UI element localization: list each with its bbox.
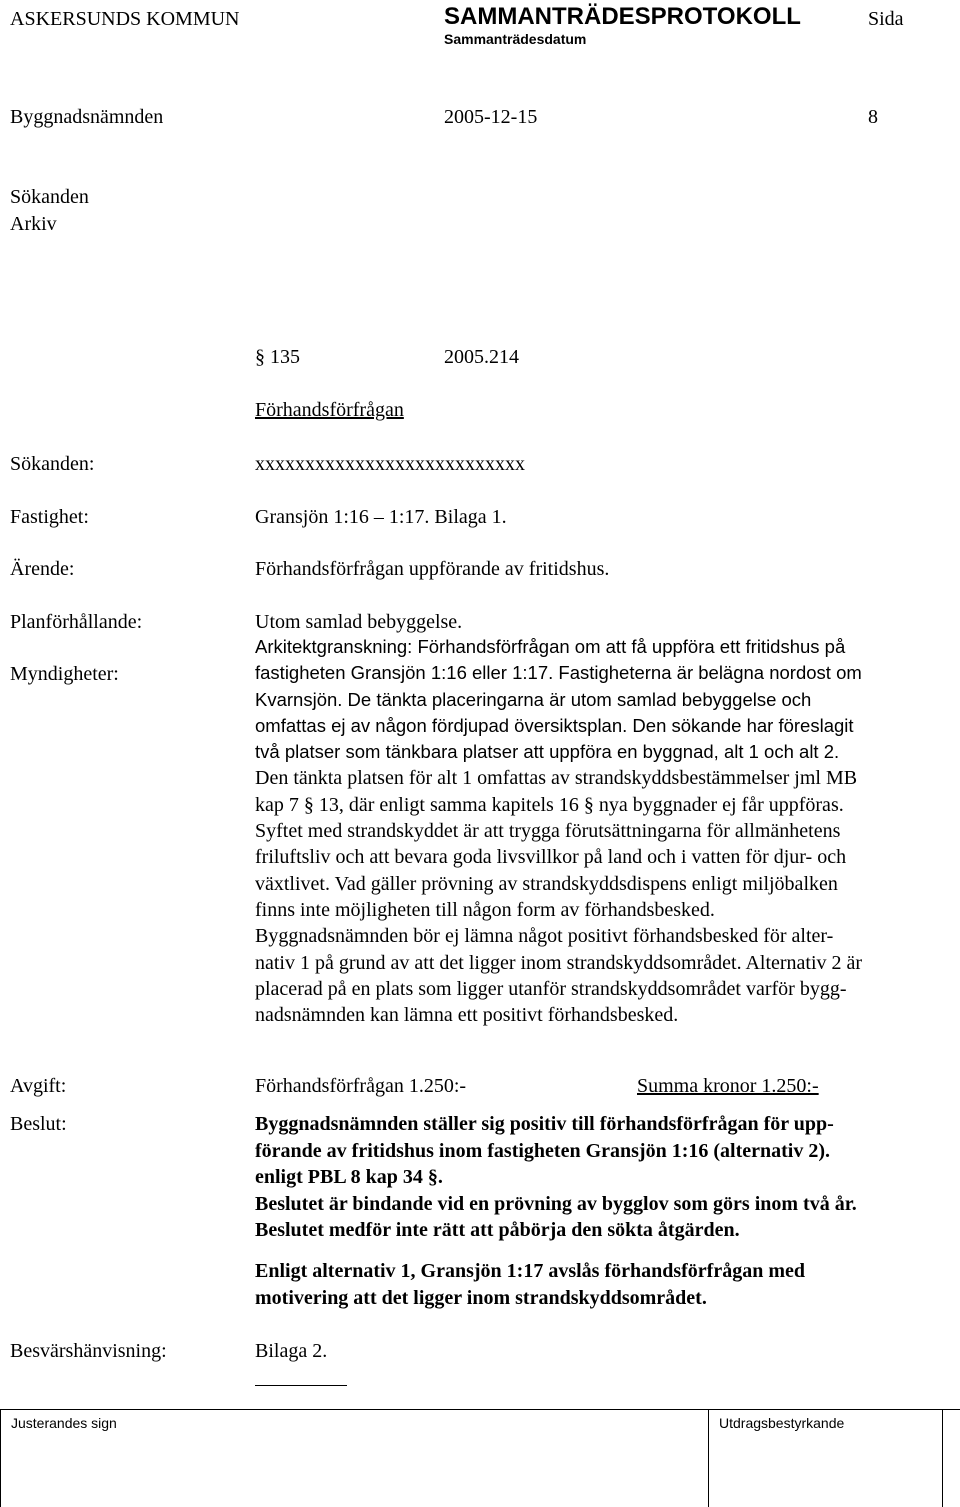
statement-line: två platser som tänkbara platser att uppföra en byggnad, alt 1 och alt 2. [255, 741, 840, 763]
statement-line: Den tänkta platsen för alt 1 omfattas av strandskyddsbestämmelser jml MB [255, 767, 858, 790]
divider [255, 1385, 347, 1386]
planning-status-label: Planförhållande: [10, 611, 143, 633]
decision-line: Beslutet är bindande vid en prövning av bygglov som görs inom två år. [255, 1192, 857, 1215]
appeal-value: Bilaga 2. [255, 1340, 328, 1362]
document-type-title: SAMMANTRÄDESPROTOKOLL [444, 3, 801, 30]
decision-line: Byggnadsnämnden ställer sig positiv till förhandsförfrågan för upp- [255, 1113, 834, 1135]
meeting-date-label: Sammanträdesdatum [444, 31, 587, 47]
extract-certification-label: Utdragsbestyrkande [719, 1415, 845, 1431]
municipality-name: ASKERSUNDS KOMMUN [10, 8, 240, 30]
statement-line: friluftsliv och att bevara goda livsvillkor på land och i vatten för djur- och [255, 846, 847, 869]
decision-line: enligt PBL 8 kap 34 §. [255, 1166, 443, 1188]
distribution-recipient: Arkiv [10, 213, 57, 235]
fee-label: Avgift: [10, 1075, 67, 1097]
applicant-value: xxxxxxxxxxxxxxxxxxxxxxxxxxx [255, 453, 525, 475]
statement-line: kap 7 § 13, där enligt samma kapitels 16 § nya byggnader ej får uppföras. [255, 793, 844, 816]
authorities-statement [255, 634, 960, 1028]
meeting-date: 2005-12-15 [444, 106, 538, 128]
statement-line: omfattas ej av någon fördjupad översiktsplan. Den sökande har föreslagit [255, 714, 854, 736]
statement-line: nadsnämnden kan lämna ett positivt förhandsbesked. [255, 1004, 679, 1027]
decision-rejection-text [255, 1258, 960, 1311]
decision-line: förande av fritidshus inom fastigheten Gransjön 1:16 (alternativ 2). [255, 1139, 830, 1162]
authorities-label: Myndigheter: [10, 663, 119, 685]
property-label: Fastighet: [10, 506, 89, 528]
case-number: 2005.214 [444, 346, 519, 368]
appeal-label: Besvärshänvisning: [10, 1340, 167, 1362]
statement-line: nativ 1 på grund av att det ligger inom strandskyddsområdet. Alternativ 2 är [255, 951, 863, 974]
statement-line: Arkitektgranskning: Förhandsförfrågan om att få uppföra ett fritidshus på [255, 636, 846, 657]
statement-line: placerad på en plats som ligger utanför strandskyddsområdet varför bygg- [255, 977, 847, 1000]
decision-line: Beslutet medför inte rätt att påbörja den sökta åtgärden. [255, 1219, 740, 1241]
statement-line: Syftet med strandskyddet är att trygga förutsättningarna för allmänhetens [255, 820, 841, 843]
statement-line: fastigheten Gransjön 1:16 eller 1:17. Fastigheterna är belägna nordost om [255, 662, 862, 684]
committee-name: Byggnadsnämnden [10, 106, 164, 128]
extract-certification-box [708, 1410, 943, 1507]
fee-value: Förhandsförfrågan 1.250:- [255, 1075, 467, 1097]
fee-total: Summa kronor 1.250:- [637, 1075, 819, 1097]
statement-line: Byggnadsnämnden bör ej lämna något positivt förhandsbesked för alter- [255, 925, 834, 948]
applicant-label: Sökanden: [10, 453, 95, 475]
decision-line: motivering att det ligger inom strandskyddsområdet. [255, 1286, 707, 1309]
statement-line: finns inte möjligheten till någon form av förhandsbesked. [255, 898, 715, 921]
signature-footer [0, 1409, 960, 1506]
statement-line: Kvarnsjön. De tänkta placeringarna är utom samlad bebyggelse och [255, 688, 812, 710]
property-value: Gransjön 1:16 – 1:17. Bilaga 1. [255, 506, 507, 528]
matter-label: Ärende: [10, 558, 75, 580]
adjuster-signature-box [0, 1410, 658, 1507]
distribution-recipient: Sökanden [10, 186, 89, 208]
decision-label: Beslut: [10, 1113, 67, 1135]
matter-value: Förhandsförfrågan uppförande av fritidshus. [255, 558, 610, 580]
statement-line: växtlivet. Vad gäller prövning av strandskyddsdispens enligt miljöbalken [255, 872, 838, 895]
paragraph-number: § 135 [255, 346, 300, 368]
decision-text [255, 1111, 960, 1244]
decision-line: Enligt alternativ 1, Gransjön 1:17 avslås förhandsförfrågan med [255, 1260, 805, 1282]
planning-status-value: Utom samlad bebyggelse. [255, 611, 463, 633]
adjuster-signature-label: Justerandes sign [11, 1415, 117, 1431]
page-label: Sida [868, 8, 904, 30]
paragraph-title: Förhandsförfrågan [255, 399, 404, 421]
page-number: 8 [868, 106, 878, 128]
